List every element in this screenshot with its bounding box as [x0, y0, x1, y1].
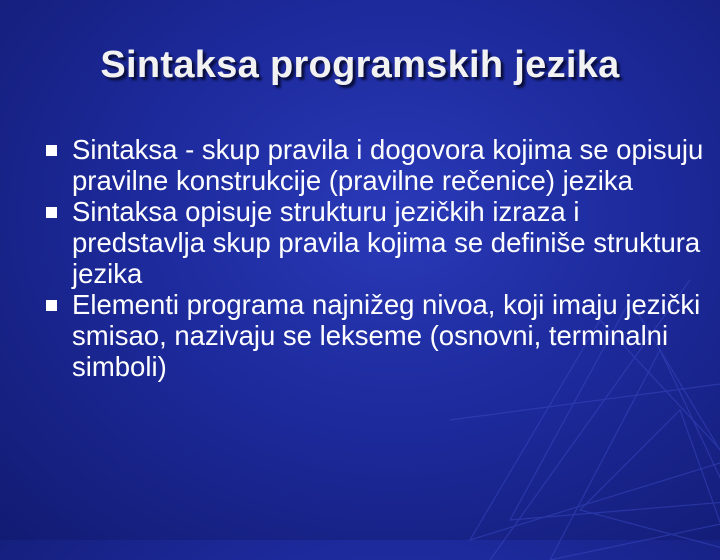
square-bullet-icon	[46, 145, 57, 156]
bullet-text: Sintaksa opisuje strukturu jezičkih izraza i predstavlja skup pravila kojima se definiše struktura jezika	[72, 196, 701, 289]
bullet-list	[46, 134, 706, 382]
bullet-text: Sintaksa - skup pravila i dogovora kojima se opisuju pravilne konstrukcije (pravilne rečenice) jezika	[72, 134, 704, 196]
slide-title: Sintaksa programskih jezika	[100, 44, 620, 86]
square-bullet-icon	[46, 207, 57, 218]
bullet-text: Elementi programa najnižeg nivoa, koji imaju jezički smisao, nazivaju se lekseme (osnovni, terminalni simboli)	[72, 289, 701, 382]
bullet-item	[46, 196, 706, 289]
bullet-item	[46, 289, 706, 382]
square-bullet-icon	[46, 300, 57, 311]
bullet-item	[46, 134, 706, 196]
